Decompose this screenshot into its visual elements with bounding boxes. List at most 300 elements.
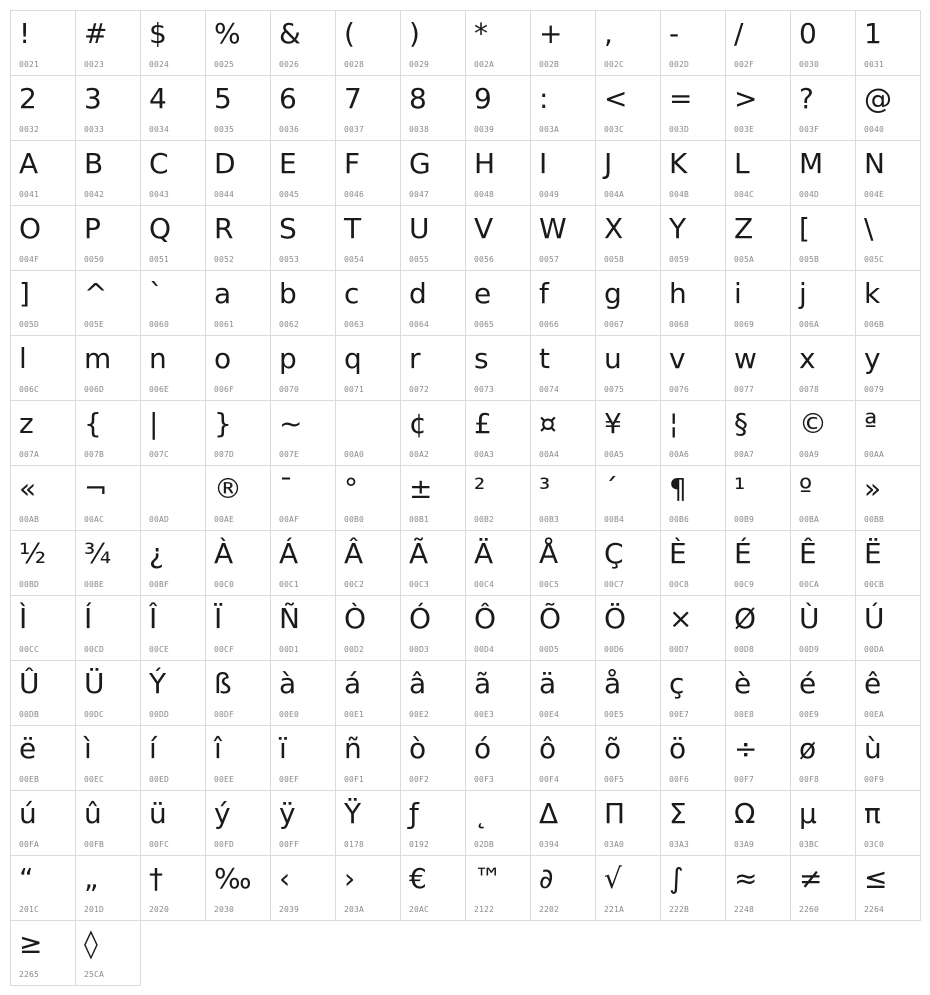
glyph-cell [75,400,141,466]
glyph-char: y [864,342,881,375]
glyph-cell [140,270,206,336]
glyph-cell [530,530,596,596]
glyph-cell [10,725,76,791]
glyph-cell [595,660,661,726]
glyph-char: Í [84,602,93,635]
glyph-cell [140,530,206,596]
glyph-char: w [734,342,757,375]
glyph-char: È [669,537,687,570]
glyph-cell [660,855,726,921]
glyph-code: 005D [19,320,40,329]
glyph-cell [75,140,141,206]
glyph-cell [400,205,466,271]
glyph-cell [725,140,791,206]
glyph-code: 0071 [344,385,365,394]
glyph-code: 00EA [864,710,885,719]
glyph-cell [725,465,791,531]
glyph-code: 0079 [864,385,885,394]
glyph-cell [400,595,466,661]
glyph-char: 8 [409,82,427,115]
glyph-char: © [799,407,827,440]
glyph-code: 004D [799,190,820,199]
glyph-char: € [409,862,427,895]
glyph-char: 6 [279,82,297,115]
glyph-code: 00AC [84,515,105,524]
glyph-cell [75,595,141,661]
glyph-code: 00BF [149,580,170,589]
glyph-char: Ý [149,667,167,700]
glyph-char: q [344,342,362,375]
glyph-cell [335,660,401,726]
glyph-cell [465,465,531,531]
glyph-cell [725,270,791,336]
glyph-char: e [474,277,492,310]
glyph-cell [335,335,401,401]
glyph-code: 00C1 [279,580,300,589]
glyph-cell [660,205,726,271]
glyph-cell [400,660,466,726]
glyph-char: Â [344,537,364,570]
glyph-char: [ [799,212,810,245]
glyph-cell [855,75,921,141]
glyph-char: Ê [799,537,817,570]
glyph-code: 0062 [279,320,300,329]
glyph-cell [335,790,401,856]
glyph-char: 1 [864,17,882,50]
glyph-char: ³ [539,472,551,505]
glyph-code: 00CF [214,645,235,654]
glyph-cell [595,140,661,206]
glyph-code: 0053 [279,255,300,264]
glyph-char: | [149,407,159,440]
glyph-code: 00FF [279,840,300,849]
glyph-code: 00D4 [474,645,495,654]
glyph-char: ª [864,407,878,440]
glyph-cell [465,725,531,791]
glyph-cell [205,10,271,76]
glyph-cell [400,465,466,531]
glyph-char: R [214,212,234,245]
glyph-code: 002F [734,60,755,69]
glyph-char: Π [604,797,626,830]
glyph-code: 0041 [19,190,40,199]
glyph-code: 00AD [149,515,170,524]
glyph-code: 00DA [864,645,885,654]
glyph-code: 00EE [214,775,235,784]
glyph-code: 00A6 [669,450,690,459]
glyph-cell [335,75,401,141]
glyph-code: 00D8 [734,645,755,654]
glyph-cell [205,855,271,921]
glyph-cell [660,140,726,206]
glyph-char: g [604,277,622,310]
glyph-char: A [19,147,39,180]
glyph-cell [270,270,336,336]
glyph-cell [465,140,531,206]
glyph-cell [10,920,76,986]
glyph-cell [465,660,531,726]
glyph-cell [140,335,206,401]
glyph-char: Å [539,537,559,570]
glyph-code: 0078 [799,385,820,394]
glyph-code: 00F8 [799,775,820,784]
glyph-char: » [864,472,882,505]
glyph-char: ö [669,732,687,765]
glyph-cell [465,75,531,141]
glyph-code: 03A9 [734,840,755,849]
glyph-code: 002B [539,60,560,69]
glyph-code: 00B0 [344,515,365,524]
glyph-char: # [84,17,108,50]
glyph-code: 00D1 [279,645,300,654]
glyph-cell [790,465,856,531]
glyph-char: r [409,342,421,375]
glyph-code: 007A [19,450,40,459]
glyph-cell [465,205,531,271]
glyph-char: à [279,667,297,700]
glyph-cell [530,790,596,856]
glyph-cell [270,335,336,401]
glyph-cell [400,725,466,791]
glyph-code: 0050 [84,255,105,264]
glyph-code: 004A [604,190,625,199]
glyph-char: ‰ [214,862,252,895]
glyph-cell [400,400,466,466]
glyph-char: Ã [409,537,429,570]
glyph-cell [10,75,76,141]
glyph-char: $ [149,17,167,50]
glyph-code: 25CA [84,970,105,979]
glyph-cell [530,205,596,271]
glyph-cell [790,10,856,76]
glyph-char: o [214,342,232,375]
glyph-cell [855,10,921,76]
glyph-code: 00C3 [409,580,430,589]
glyph-cell [790,140,856,206]
glyph-code: 00C2 [344,580,365,589]
glyph-char: ¬ [84,472,108,505]
glyph-code: 00F3 [474,775,495,784]
glyph-char: õ [604,732,622,765]
glyph-cell [595,530,661,596]
glyph-code: 00CB [864,580,885,589]
glyph-code: 0045 [279,190,300,199]
glyph-code: 00DD [149,710,170,719]
glyph-code: 00FC [149,840,170,849]
glyph-char: d [409,277,427,310]
glyph-code: 0067 [604,320,625,329]
glyph-cell [855,140,921,206]
glyph-code: 03A3 [669,840,690,849]
glyph-cell [400,790,466,856]
glyph-code: 00C9 [734,580,755,589]
glyph-char: x [799,342,816,375]
glyph-code: 00EC [84,775,105,784]
glyph-code: 002A [474,60,495,69]
glyph-char: ñ [344,732,362,765]
glyph-code: 00E4 [539,710,560,719]
glyph-code: 005A [734,255,755,264]
glyph-char: ! [19,17,31,50]
glyph-cell [530,335,596,401]
glyph-cell [595,10,661,76]
glyph-char: ú [19,797,37,830]
glyph-char: f [539,277,549,310]
glyph-char: v [669,342,686,375]
glyph-code: 005C [864,255,885,264]
glyph-cell [530,10,596,76]
glyph-code: 007C [149,450,170,459]
glyph-char: î [214,732,222,765]
glyph-cell [335,400,401,466]
glyph-char: ™ [474,862,502,895]
glyph-code: 00E7 [669,710,690,719]
glyph-char: Q [149,212,172,245]
glyph-code: 0031 [864,60,885,69]
glyph-code: 00F2 [409,775,430,784]
glyph-char: ¶ [669,472,687,505]
glyph-code: 006C [19,385,40,394]
glyph-code: 221A [604,905,625,914]
glyph-code: 00A4 [539,450,560,459]
glyph-cell [335,270,401,336]
glyph-code: 00BD [19,580,40,589]
glyph-code: 0030 [799,60,820,69]
glyph-cell [660,465,726,531]
glyph-code: 0059 [669,255,690,264]
glyph-char: À [214,537,234,570]
glyph-char: / [734,17,744,50]
glyph-code: 2020 [149,905,170,914]
glyph-char: £ [474,407,492,440]
glyph-cell [725,205,791,271]
glyph-cell [10,530,76,596]
glyph-char: í [149,732,157,765]
glyph-code: 00FD [214,840,235,849]
glyph-code: 0077 [734,385,755,394]
glyph-cell [660,400,726,466]
glyph-cell [790,335,856,401]
glyph-char: º [799,472,813,505]
glyph-cell [660,595,726,661]
glyph-char: D [214,147,236,180]
glyph-cell [660,530,726,596]
glyph-code: 0076 [669,385,690,394]
glyph-code: 00E0 [279,710,300,719]
glyph-code: 0046 [344,190,365,199]
glyph-cell [530,595,596,661]
glyph-char: - [669,17,680,50]
glyph-code: 00B9 [734,515,755,524]
glyph-code: 0028 [344,60,365,69]
glyph-cell [725,855,791,921]
glyph-char: h [669,277,687,310]
glyph-cell [400,335,466,401]
glyph-code: 0178 [344,840,365,849]
glyph-char: T [344,212,362,245]
glyph-cell [10,855,76,921]
glyph-char: ® [214,472,242,505]
glyph-code: 03BC [799,840,820,849]
glyph-cell [10,10,76,76]
glyph-code: 00E3 [474,710,495,719]
glyph-char: ä [539,667,557,700]
glyph-cell [790,270,856,336]
glyph-char: Ö [604,602,627,635]
glyph-code: 00C0 [214,580,235,589]
glyph-cell [595,465,661,531]
glyph-cell [790,660,856,726]
glyph-char: Î [149,602,158,635]
glyph-char: Ñ [279,602,300,635]
glyph-char: ì [84,732,92,765]
glyph-code: 00CC [19,645,40,654]
glyph-char: › [344,862,356,895]
glyph-char: ∂ [539,862,554,895]
glyph-code: 0032 [19,125,40,134]
glyph-char: m [84,342,112,375]
glyph-code: 00D3 [409,645,430,654]
glyph-cell [660,790,726,856]
glyph-code: 0035 [214,125,235,134]
glyph-cell [75,465,141,531]
glyph-code: 00E1 [344,710,365,719]
glyph-cell [530,725,596,791]
glyph-char: ë [19,732,37,765]
glyph-cell [725,10,791,76]
glyph-char: \ [864,212,874,245]
glyph-cell [465,855,531,921]
glyph-code: 0061 [214,320,235,329]
glyph-cell [75,10,141,76]
glyph-code: 2265 [19,970,40,979]
glyph-cell [270,140,336,206]
glyph-char: O [19,212,42,245]
glyph-cell [790,790,856,856]
glyph-code: 0055 [409,255,430,264]
glyph-code: 0034 [149,125,170,134]
glyph-char: ã [474,667,492,700]
glyph-code: 00AA [864,450,885,459]
glyph-cell [335,140,401,206]
glyph-char: j [799,277,807,310]
glyph-char: a [214,277,232,310]
glyph-char: L [734,147,750,180]
glyph-cell [10,465,76,531]
glyph-code: 0024 [149,60,170,69]
glyph-code: 00B2 [474,515,495,524]
glyph-code: 00A5 [604,450,625,459]
glyph-char: ß [214,667,232,700]
glyph-char: ¦ [669,407,679,440]
glyph-cell [400,855,466,921]
glyph-char: ² [474,472,486,505]
glyph-char: I [539,147,548,180]
glyph-char: E [279,147,297,180]
glyph-code: 201D [84,905,105,914]
glyph-char: F [344,147,361,180]
glyph-char: H [474,147,496,180]
glyph-cell [595,270,661,336]
glyph-code: 203A [344,905,365,914]
glyph-cell [725,660,791,726]
glyph-code: 201C [19,905,40,914]
glyph-code: 002C [604,60,625,69]
glyph-code: 0058 [604,255,625,264]
glyph-cell [10,400,76,466]
glyph-cell [595,855,661,921]
glyph-code: 0048 [474,190,495,199]
glyph-code: 0043 [149,190,170,199]
glyph-cell [595,790,661,856]
glyph-char: Ë [864,537,882,570]
glyph-cell [660,75,726,141]
glyph-cell [205,335,271,401]
glyph-code: 00CD [84,645,105,654]
glyph-cell [790,530,856,596]
glyph-cell [725,335,791,401]
glyph-char: ô [539,732,557,765]
glyph-char: ~ [279,407,303,440]
glyph-cell [205,400,271,466]
glyph-code: 0073 [474,385,495,394]
glyph-code: 007B [84,450,105,459]
glyph-char: ù [864,732,882,765]
glyph-cell [205,725,271,791]
glyph-cell [205,790,271,856]
glyph-code: 00BB [864,515,885,524]
glyph-char: K [669,147,688,180]
glyph-cell [530,270,596,336]
glyph-char: k [864,277,881,310]
glyph-code: 006D [84,385,105,394]
glyph-char: = [669,82,693,115]
glyph-char: † [149,862,163,895]
glyph-char: Ú [864,602,885,635]
glyph-char: & [279,17,301,50]
glyph-code: 00B3 [539,515,560,524]
glyph-cell [75,725,141,791]
glyph-code: 007E [279,450,300,459]
glyph-code: 0054 [344,255,365,264]
glyph-code: 0056 [474,255,495,264]
glyph-char: Δ [539,797,559,830]
glyph-code: 00C8 [669,580,690,589]
glyph-cell [75,75,141,141]
glyph-code: 00E2 [409,710,430,719]
glyph-cell [335,595,401,661]
glyph-char: X [604,212,624,245]
glyph-code: 0023 [84,60,105,69]
glyph-char: i [734,277,742,310]
glyph-cell [270,595,336,661]
glyph-cell [140,855,206,921]
glyph-char: ? [799,82,814,115]
glyph-cell [855,790,921,856]
glyph-cell [790,75,856,141]
glyph-char: 5 [214,82,232,115]
glyph-char: Ä [474,537,494,570]
glyph-cell [335,855,401,921]
glyph-grid [10,10,920,985]
glyph-cell [400,530,466,596]
glyph-code: 0051 [149,255,170,264]
glyph-cell [790,855,856,921]
glyph-char: á [344,667,362,700]
glyph-char: n [149,342,167,375]
glyph-code: 00F7 [734,775,755,784]
glyph-cell [335,10,401,76]
